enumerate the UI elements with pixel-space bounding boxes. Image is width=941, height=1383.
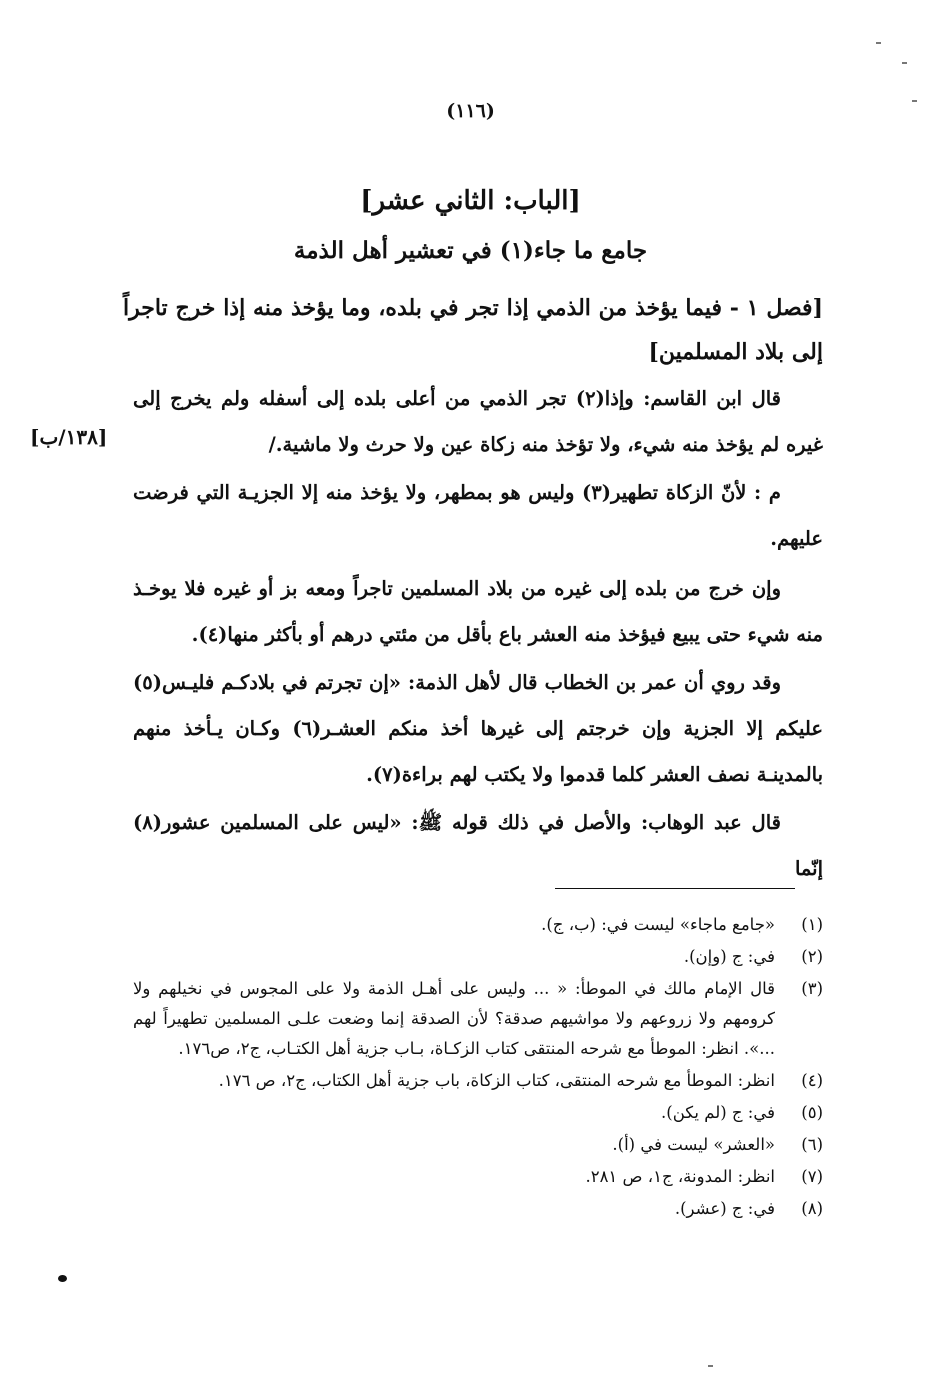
scan-speck xyxy=(708,1365,713,1367)
scan-speck xyxy=(912,100,917,102)
footnote-text: انظر: المدونة، ج١، ص ٢٨١. xyxy=(585,1167,775,1186)
footnote-item xyxy=(133,1194,823,1224)
footnote-number: (١) xyxy=(801,915,823,934)
scan-speck xyxy=(902,62,907,64)
footnote-number: (٦) xyxy=(801,1135,823,1154)
paragraph xyxy=(133,800,823,892)
footnote-number: (٤) xyxy=(801,1071,823,1090)
scan-speck xyxy=(876,42,881,44)
footnote-text: «العشر» ليست في (أ). xyxy=(612,1135,775,1154)
paragraph xyxy=(133,376,823,468)
footnote-item xyxy=(133,942,823,972)
paragraph-text: وإن خرج من بلده إلى غيره من بلاد المسلمين تاجراً ومعه بز أو غيره فلا يوخـذ منه شيء حتى يبيع فيؤخذ منه العشر باع بأقل من مئتي درهم أو بأكثر منها(٤). xyxy=(133,577,823,646)
footnote-number: (٨) xyxy=(801,1199,823,1218)
paragraph-text: م : لأنّ الزكاة تطهير(٣) وليس هو بمطهر، ولا يؤخذ منه إلا الجزيـة التي فرضت عليهم. xyxy=(133,481,823,550)
footnote-item xyxy=(133,1162,823,1192)
paragraph-text: قال عبد الوهاب: والأصل في ذلك قوله ﷺ: «ليس على المسلمين عشور(٨) إنّما xyxy=(133,811,823,880)
paragraph xyxy=(133,566,823,658)
paragraph-text: وقد روي أن عمر بن الخطاب قال لأهل الذمة: «إن تجرتم في بلادكـم فليـس(٥) عليكم إلا الجزية وإن خرجتم إلى غيرها أخذ منكم العشـر(٦) وكـان يـأخذ منهم بالمدينـة نصف العشر كلما قدموا ولا يكتب لهم براءة(٧). xyxy=(133,671,824,786)
footnotes xyxy=(133,910,823,1226)
footnote-text: في: ج (عشر). xyxy=(674,1199,775,1218)
section-title: [فصل ١ - فيما يؤخذ من الذمي إذا تجر في بلده، وما يؤخذ منه إذا خرج تاجراً إلى بلاد المسلمين] xyxy=(123,295,823,365)
footnote-item xyxy=(133,1066,823,1096)
paragraph xyxy=(133,660,823,798)
page-number: (١١٦) xyxy=(446,100,495,122)
footnote-number: (٢) xyxy=(801,947,823,966)
footnote-number: (٧) xyxy=(801,1167,823,1186)
paragraph xyxy=(133,470,823,562)
footnote-text: «جامع ماجاء» ليست في: (ب، ج). xyxy=(541,915,775,934)
footnote-item xyxy=(133,1098,823,1128)
footnote-text: انظر: الموطأ مع شرحه المنتقى، كتاب الزكاة، باب جزية أهل الكتاب، ج٢، ص ١٧٦. xyxy=(218,1071,775,1090)
chapter-title: [الباب: الثاني عشر] xyxy=(360,186,581,216)
footnote-text: في: ج (لم يكن). xyxy=(661,1103,775,1122)
footnote-number: (٥) xyxy=(801,1103,823,1122)
manuscript-folio-note: [١٣٨/ب] xyxy=(30,425,108,449)
footnote-number: (٣) xyxy=(801,979,823,998)
footnote-item xyxy=(133,910,823,940)
footnote-text: قال الإمام مالك في الموطأ: « ... وليس على أهـل الذمة ولا على المجوس في نخيلهم ولا كرومهم ولا زروعهم ولا مواشيهم صدقة؟ لأن الصدقة إنما وضعت علـى المسلمين تطهيراً لهم ...». انظر: الموطأ مع شرحه المنتقى كتاب الزكـاة، بـاب جزية أهل الكتـاب، ج٢، ص١٧٦. xyxy=(133,979,775,1058)
ink-dot xyxy=(58,1275,67,1282)
footnote-separator xyxy=(555,888,795,889)
footnote-item xyxy=(133,1130,823,1160)
footnote-text: في: ج (وإن). xyxy=(683,947,775,966)
paragraph-text: قال ابن القاسم: وإذا(٢) تجر الذمي من أعلى بلده إلى أسفله ولم يخرج إلى غيره لم يؤخذ منه شيء، ولا تؤخذ منه زكاة عين ولا حرث ولا ماشية./ xyxy=(133,387,823,456)
footnote-item xyxy=(133,974,823,1064)
chapter-subtitle: جامع ما جاء(١) في تعشير أهل الذمة xyxy=(293,237,648,264)
